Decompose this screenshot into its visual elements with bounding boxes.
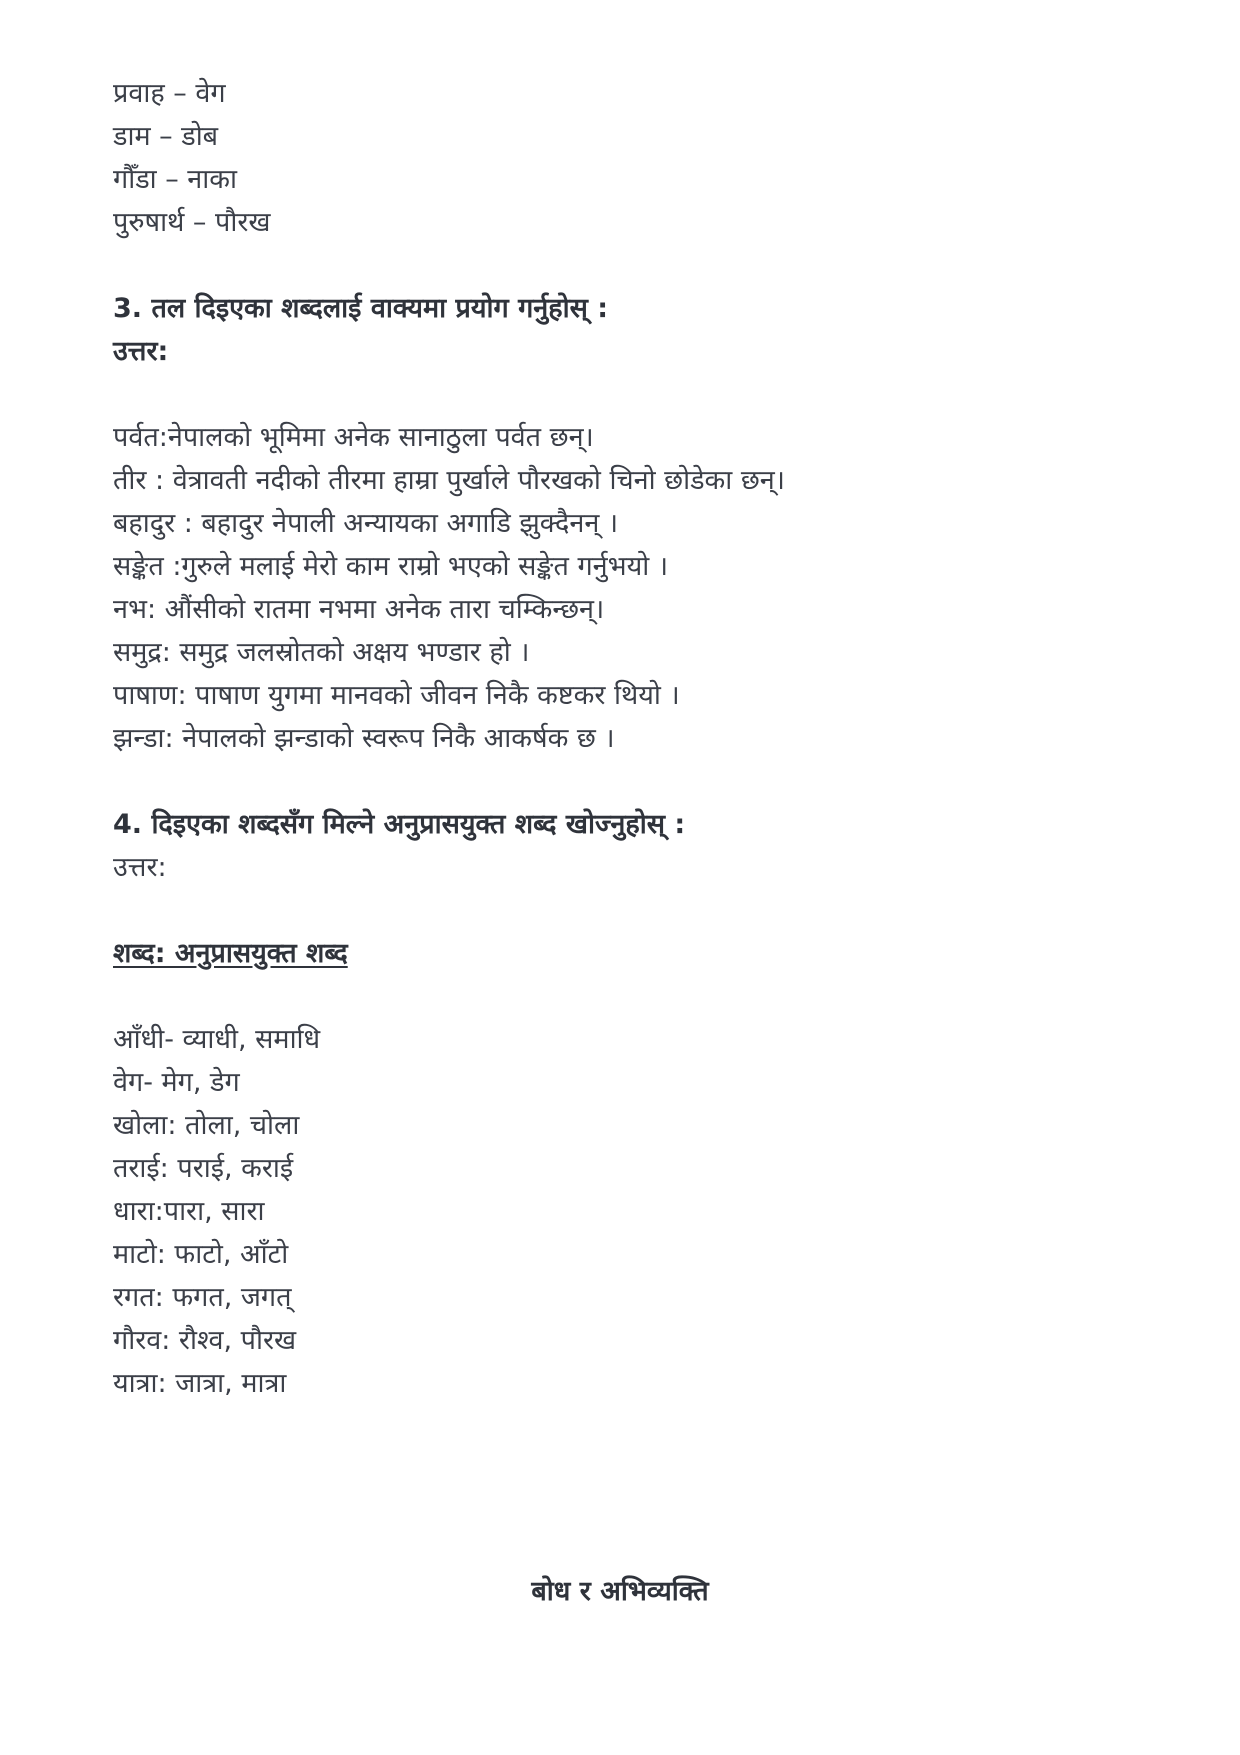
question-3-answer-label: उत्तर: xyxy=(113,336,169,367)
rhyme-item: आँधी- व्याधी, समाधि xyxy=(113,1024,321,1055)
rhyme-item: यात्रा: जात्रा, मात्रा xyxy=(113,1368,287,1399)
sentence-item: पर्वत:नेपालको भूमिमा अनेक सानाठुला पर्वत छन्। xyxy=(113,422,594,453)
rhyme-list xyxy=(113,1018,1123,1405)
synonym-item: प्रवाह – वेग xyxy=(113,78,226,109)
sentence-item: समुद्र: समुद्र जलस्रोतको अक्षय भण्डार हो । xyxy=(113,637,530,668)
rhyme-item: खोला: तोला, चोला xyxy=(113,1110,300,1141)
question-3-heading: 3. तल दिइएका शब्दलाई वाक्यमा प्रयोग गर्नुहोस् : xyxy=(113,293,609,324)
sentence-item: तीर : वेत्रावती नदीको तीरमा हाम्रा पुर्खाले पौरखको चिनो छोडेका छन्। xyxy=(113,465,785,496)
rhyme-table-header: शब्द: अनुप्रासयुक्त शब्द xyxy=(113,938,348,969)
sentence-item: झन्डा: नेपालको झन्डाको स्वरूप निकै आकर्षक छ । xyxy=(113,723,615,754)
sentence-list xyxy=(113,416,1123,760)
rhyme-item: रगत: फगत, जगत् xyxy=(113,1282,292,1313)
synonym-list xyxy=(113,72,1123,244)
sentence-item: पाषाण: पाषाण युगमा मानवको जीवन निकै कष्टकर थियो । xyxy=(113,680,680,711)
section-title: बोध र अभिव्यक्ति xyxy=(531,1576,709,1607)
sentence-item: बहादुर : बहादुर नेपाली अन्यायका अगाडि झुक्दैनन् । xyxy=(113,508,619,539)
document-page xyxy=(113,72,1123,1405)
synonym-item: पुरुषार्थ – पौरख xyxy=(113,207,271,238)
synonym-item: डाम – डोब xyxy=(113,121,219,152)
question-4-heading: 4. दिइएका शब्दसँग मिल्ने अनुप्रासयुक्त शब्द खोज्नुहोस् : xyxy=(113,809,686,840)
sentence-item: नभ: औंसीको रातमा नभमा अनेक तारा चम्किन्छन्। xyxy=(113,594,605,625)
cut-off-text-fragment xyxy=(113,1646,713,1652)
sentence-item: सङ्केत :गुरुले मलाई मेरो काम राम्रो भएको सङ्केत गर्नुभयो । xyxy=(113,551,669,582)
rhyme-item: माटो: फाटो, आँटो xyxy=(113,1239,289,1270)
rhyme-item: तराई: पराई, कराई xyxy=(113,1153,294,1184)
rhyme-item: धारा:पारा, सारा xyxy=(113,1196,265,1227)
rhyme-item: गौरव: रौश्व, पौरख xyxy=(113,1325,297,1356)
question-4-answer-label: उत्तर: xyxy=(113,852,167,883)
rhyme-item: वेग- मेग, डेग xyxy=(113,1067,240,1098)
synonym-item: गौँडा – नाका xyxy=(113,164,238,195)
